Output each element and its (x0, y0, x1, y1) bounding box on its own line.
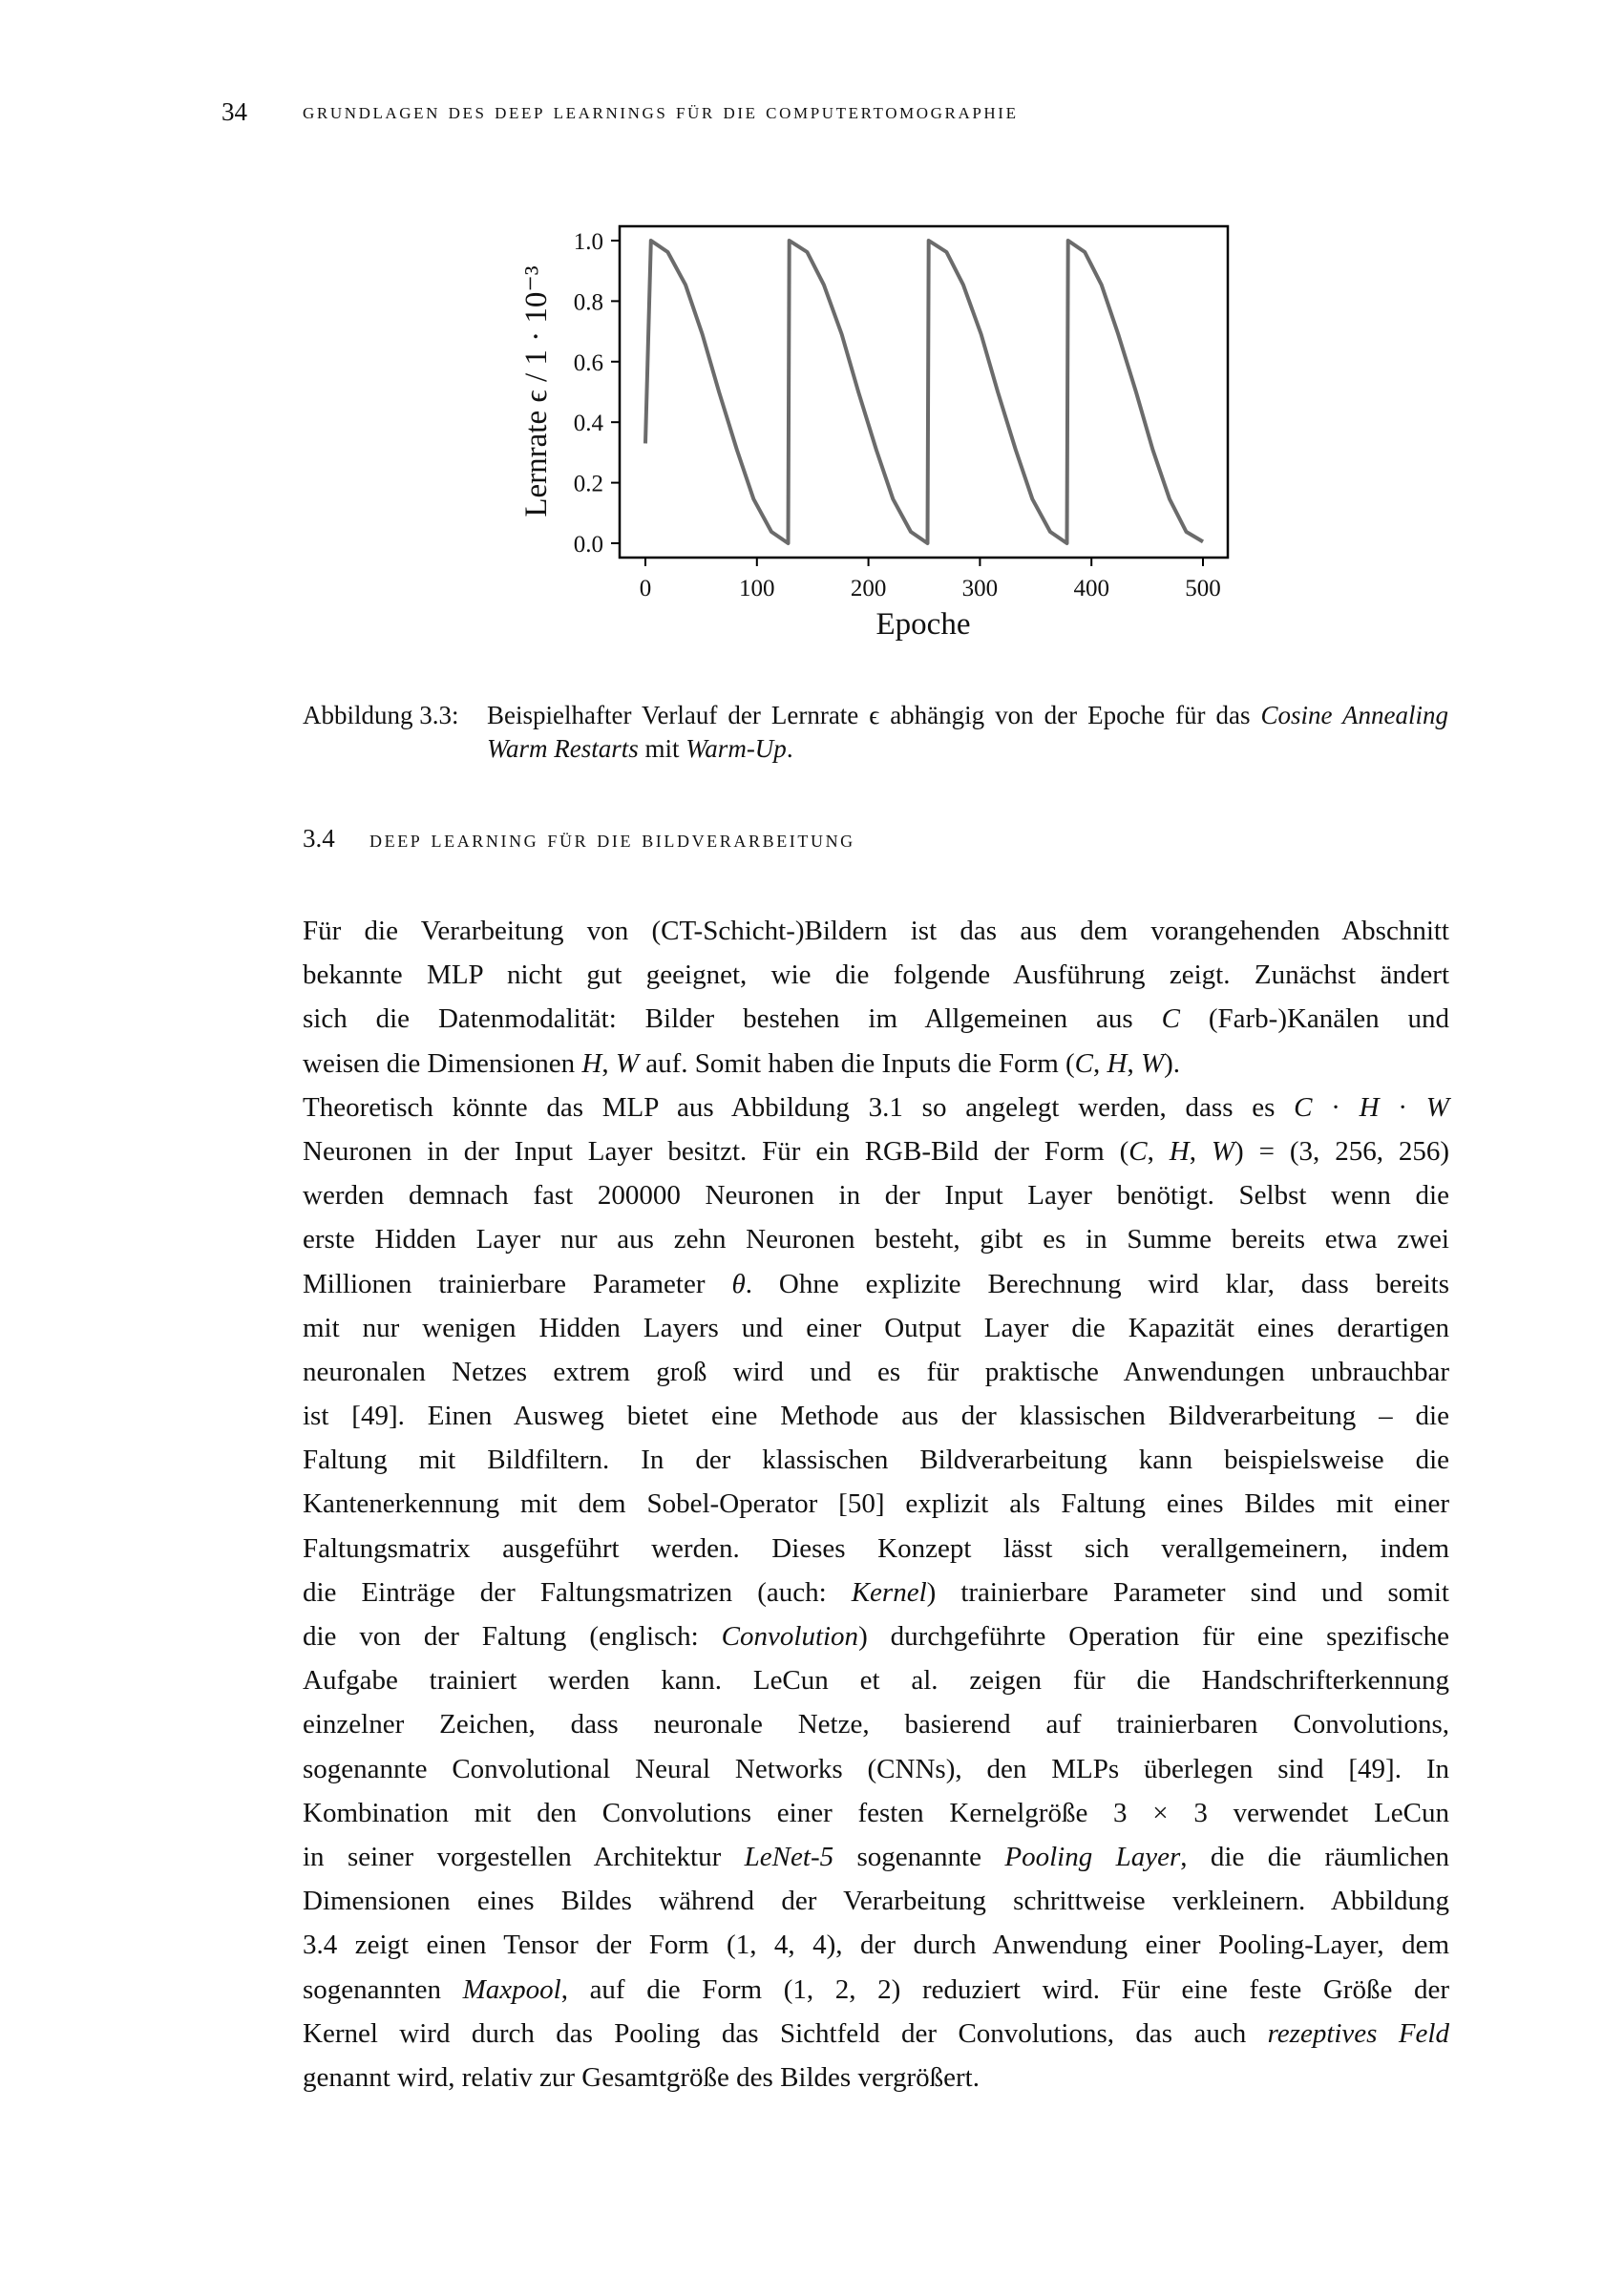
text-segment: Kantenerkennung mit dem Sobel-Operator [50] explizit als Faltung eines Bildes mit einer (303, 1488, 1449, 1520)
x-axis-label: Epoche (875, 607, 971, 642)
emphasis: rezeptives Feld (1267, 2017, 1449, 2049)
text-segment: , (1127, 1047, 1141, 1079)
text-segment: , (1147, 1135, 1170, 1167)
text-segment: Theoretisch könnte das MLP aus Abbildung 3.1 so angelegt werden, dass es (303, 1091, 1295, 1123)
y-tick-label: 0.8 (573, 289, 603, 316)
emphasis: H (1169, 1135, 1190, 1167)
text-segment: Dimensionen eines Bildes während der Verarbeitung schrittweise verkleinern. Abbildung (303, 1886, 1449, 1917)
text-line (303, 1705, 1449, 1749)
emphasis: Convolution (721, 1621, 859, 1652)
text-segment: ). (1164, 1047, 1181, 1079)
text-segment: Kombination mit den Convolutions einer festen Kernelgröße 3 × 3 verwendet LeCun (303, 1797, 1449, 1828)
x-tick-label: 500 (1185, 576, 1221, 601)
emphasis: θ (731, 1268, 746, 1299)
text-line (303, 1882, 1449, 1926)
text-line (303, 1397, 1449, 1441)
text-line (303, 1750, 1449, 1794)
text-segment: · (1379, 1091, 1426, 1123)
text-segment: sogenannten (303, 1973, 463, 2005)
text-segment: sogenannte Convolutional Neural Networks (CNNs), den MLPs überlegen sind [49]. In (303, 1753, 1449, 1784)
text-segment: erste Hidden Layer nur aus zehn Neuronen besteht, gibt es in Summe bereits etwa zwei (303, 1224, 1449, 1255)
text-line (303, 1617, 1449, 1661)
text-segment: , auf die Form (1, 2, 2) reduziert wird. Für eine feste Größe der (560, 1973, 1449, 2005)
text-segment: sogenannte (833, 1841, 1005, 1872)
text-segment: die Einträge der Faltungsmatrizen (auch: (303, 1576, 852, 1608)
text-segment: , (1093, 1047, 1107, 1079)
emphasis: Pooling Layer (1004, 1841, 1181, 1872)
y-tick-label: 0.2 (573, 471, 603, 497)
figure-caption (303, 699, 1448, 766)
text-segment: · (1312, 1091, 1360, 1123)
text-segment: Faltungsmatrix ausgeführt werden. Dieses Konzept lässt sich verallgemeinern, indem (303, 1532, 1449, 1564)
emphasis: W (1425, 1091, 1449, 1123)
emphasis: C (1128, 1135, 1148, 1167)
page-number: 34 (221, 97, 247, 126)
text-segment: Für die Verarbeitung von (CT-Schicht-)Bildern ist das aus dem vorangehenden Abschnitt (303, 916, 1449, 946)
emphasis: W (615, 1047, 639, 1079)
caption-segment: Warm-Up (685, 734, 787, 763)
running-head: grundlagen des deep learnings für die computertomographie (303, 99, 1019, 124)
x-tick-label: 400 (1073, 576, 1109, 601)
x-tick-label: 300 (961, 576, 999, 601)
emphasis: C (1294, 1091, 1313, 1123)
y-tick-label: 1.0 (573, 229, 603, 255)
learning-rate-chart (0, 0, 1624, 687)
emphasis: W (1140, 1047, 1165, 1079)
emphasis: H (581, 1047, 602, 1079)
text-line (303, 1309, 1449, 1353)
text-segment: auf. Somit haben die Inputs die Form ( (638, 1047, 1075, 1079)
text-segment: , die die räumlichen (1180, 1841, 1449, 1872)
text-segment: Aufgabe trainiert werden kann. LeCun et al. zeigen für die Handschrifterkennung (303, 1665, 1449, 1697)
text-line (303, 1088, 1449, 1132)
text-segment: genannt wird, relativ zur Gesamtgröße des Bildes vergrößert. (303, 2061, 980, 2093)
text-line (303, 1661, 1449, 1705)
text-segment: ) = (3, 256, 256) (1234, 1135, 1450, 1167)
text-line (303, 1573, 1449, 1617)
text-segment: in seiner vorgestellen Architektur (303, 1841, 745, 1872)
text-segment: werden demnach fast 200000 Neuronen in der Input Layer benötigt. Selbst wenn die (303, 1180, 1449, 1212)
x-axis-ticks (640, 558, 1221, 601)
x-tick-label: 0 (639, 576, 652, 601)
caption-segment: Beispielhafter Verlauf der Lernrate ϵ abhängig von der Epoche für das (487, 701, 1261, 729)
text-segment: einzelner Zeichen, dass neuronale Netze, basierend auf trainierbaren Convolutions, (303, 1709, 1449, 1740)
text-segment: , (1189, 1135, 1212, 1167)
text-line (303, 1838, 1449, 1882)
text-line (303, 1971, 1449, 2014)
text-line (303, 956, 1449, 1000)
text-segment: neuronalen Netzes extrem groß wird und es für praktische Anwendungen unbrauchbar (303, 1356, 1449, 1387)
section-number: 3.4 (303, 824, 335, 853)
caption-segment: mit (638, 734, 686, 763)
text-segment: ist [49]. Einen Ausweg bietet eine Methode aus der klassischen Bildverarbeitung – die (303, 1401, 1449, 1432)
emphasis: Maxpool (462, 1973, 561, 2005)
x-tick-label: 100 (739, 576, 775, 601)
text-line (303, 1353, 1449, 1397)
text-segment: Faltung mit Bildfiltern. In der klassischen Bildverarbeitung kann beispielsweise die (303, 1445, 1449, 1476)
body-text (303, 912, 1449, 2102)
x-tick-label: 200 (850, 576, 887, 601)
text-line (303, 1176, 1449, 1220)
section-title: deep learning für die bildverarbeitung (369, 825, 855, 853)
text-segment: Kernel wird durch das Pooling das Sichtfeld der Convolutions, das auch (303, 2017, 1268, 2049)
emphasis: C (1074, 1047, 1094, 1079)
emphasis: W (1211, 1135, 1235, 1167)
emphasis: Kernel (851, 1576, 927, 1608)
emphasis: H (1107, 1047, 1128, 1079)
text-line (303, 912, 1449, 956)
caption-segment: . (786, 734, 793, 763)
text-line (303, 1044, 1449, 1088)
text-line (303, 1441, 1449, 1485)
text-segment: Neuronen in der Input Layer besitzt. Für ein RGB-Bild der Form ( (303, 1135, 1129, 1167)
text-line (303, 1926, 1449, 1970)
text-line (303, 1220, 1449, 1264)
text-segment: weisen die Dimensionen (303, 1047, 582, 1079)
y-tick-label: 0.0 (573, 532, 603, 558)
text-line (303, 1000, 1449, 1044)
y-tick-label: 0.6 (573, 349, 603, 376)
text-line (303, 2058, 1449, 2102)
text-segment: Millionen trainierbare Parameter (303, 1268, 732, 1299)
y-axis-label: Lernrate ϵ / 1 · 10⁻³ (519, 265, 554, 517)
y-tick-label: 0.4 (573, 411, 603, 437)
text-segment: ) trainierbare Parameter sind und somit (926, 1576, 1449, 1608)
section-heading (303, 824, 855, 854)
text-segment: die von der Faltung (englisch: (303, 1621, 722, 1652)
caption-label: Abbildung 3.3: (303, 701, 459, 729)
text-line (303, 1485, 1449, 1529)
caption-text (303, 699, 1448, 766)
text-line (303, 1794, 1449, 1838)
series-line-0 (645, 241, 1203, 543)
text-segment: sich die Datenmodalität: Bilder bestehen im Allgemeinen aus (303, 1003, 1162, 1035)
text-segment: . Ohne explizite Berechnung wird klar, dass bereits (745, 1268, 1449, 1299)
text-segment: ) durchgeführte Operation für eine spezifische (858, 1621, 1449, 1652)
caption-segment: Cosine Annealing Warm Restarts (487, 701, 1448, 763)
text-segment: 3.4 zeigt einen Tensor der Form (1, 4, 4), der durch Anwendung einer Pooling-Layer, dem (303, 1930, 1449, 1961)
emphasis: LeNet-5 (744, 1841, 834, 1872)
text-segment: (Farb-)Kanälen und (1179, 1003, 1450, 1035)
plot-area (645, 241, 1203, 543)
text-segment: mit nur wenigen Hidden Layers und einer Output Layer die Kapazität eines derartigen (303, 1312, 1449, 1343)
text-segment: bekannte MLP nicht gut geeignet, wie die folgende Ausführung zeigt. Zunächst ändert (303, 960, 1449, 991)
y-axis-ticks (574, 229, 620, 558)
emphasis: H (1359, 1091, 1380, 1123)
text-line (303, 1132, 1449, 1176)
text-line (303, 1529, 1449, 1573)
text-line (303, 1265, 1449, 1309)
text-line (303, 2014, 1449, 2058)
emphasis: C (1161, 1003, 1180, 1035)
text-segment: , (601, 1047, 616, 1079)
